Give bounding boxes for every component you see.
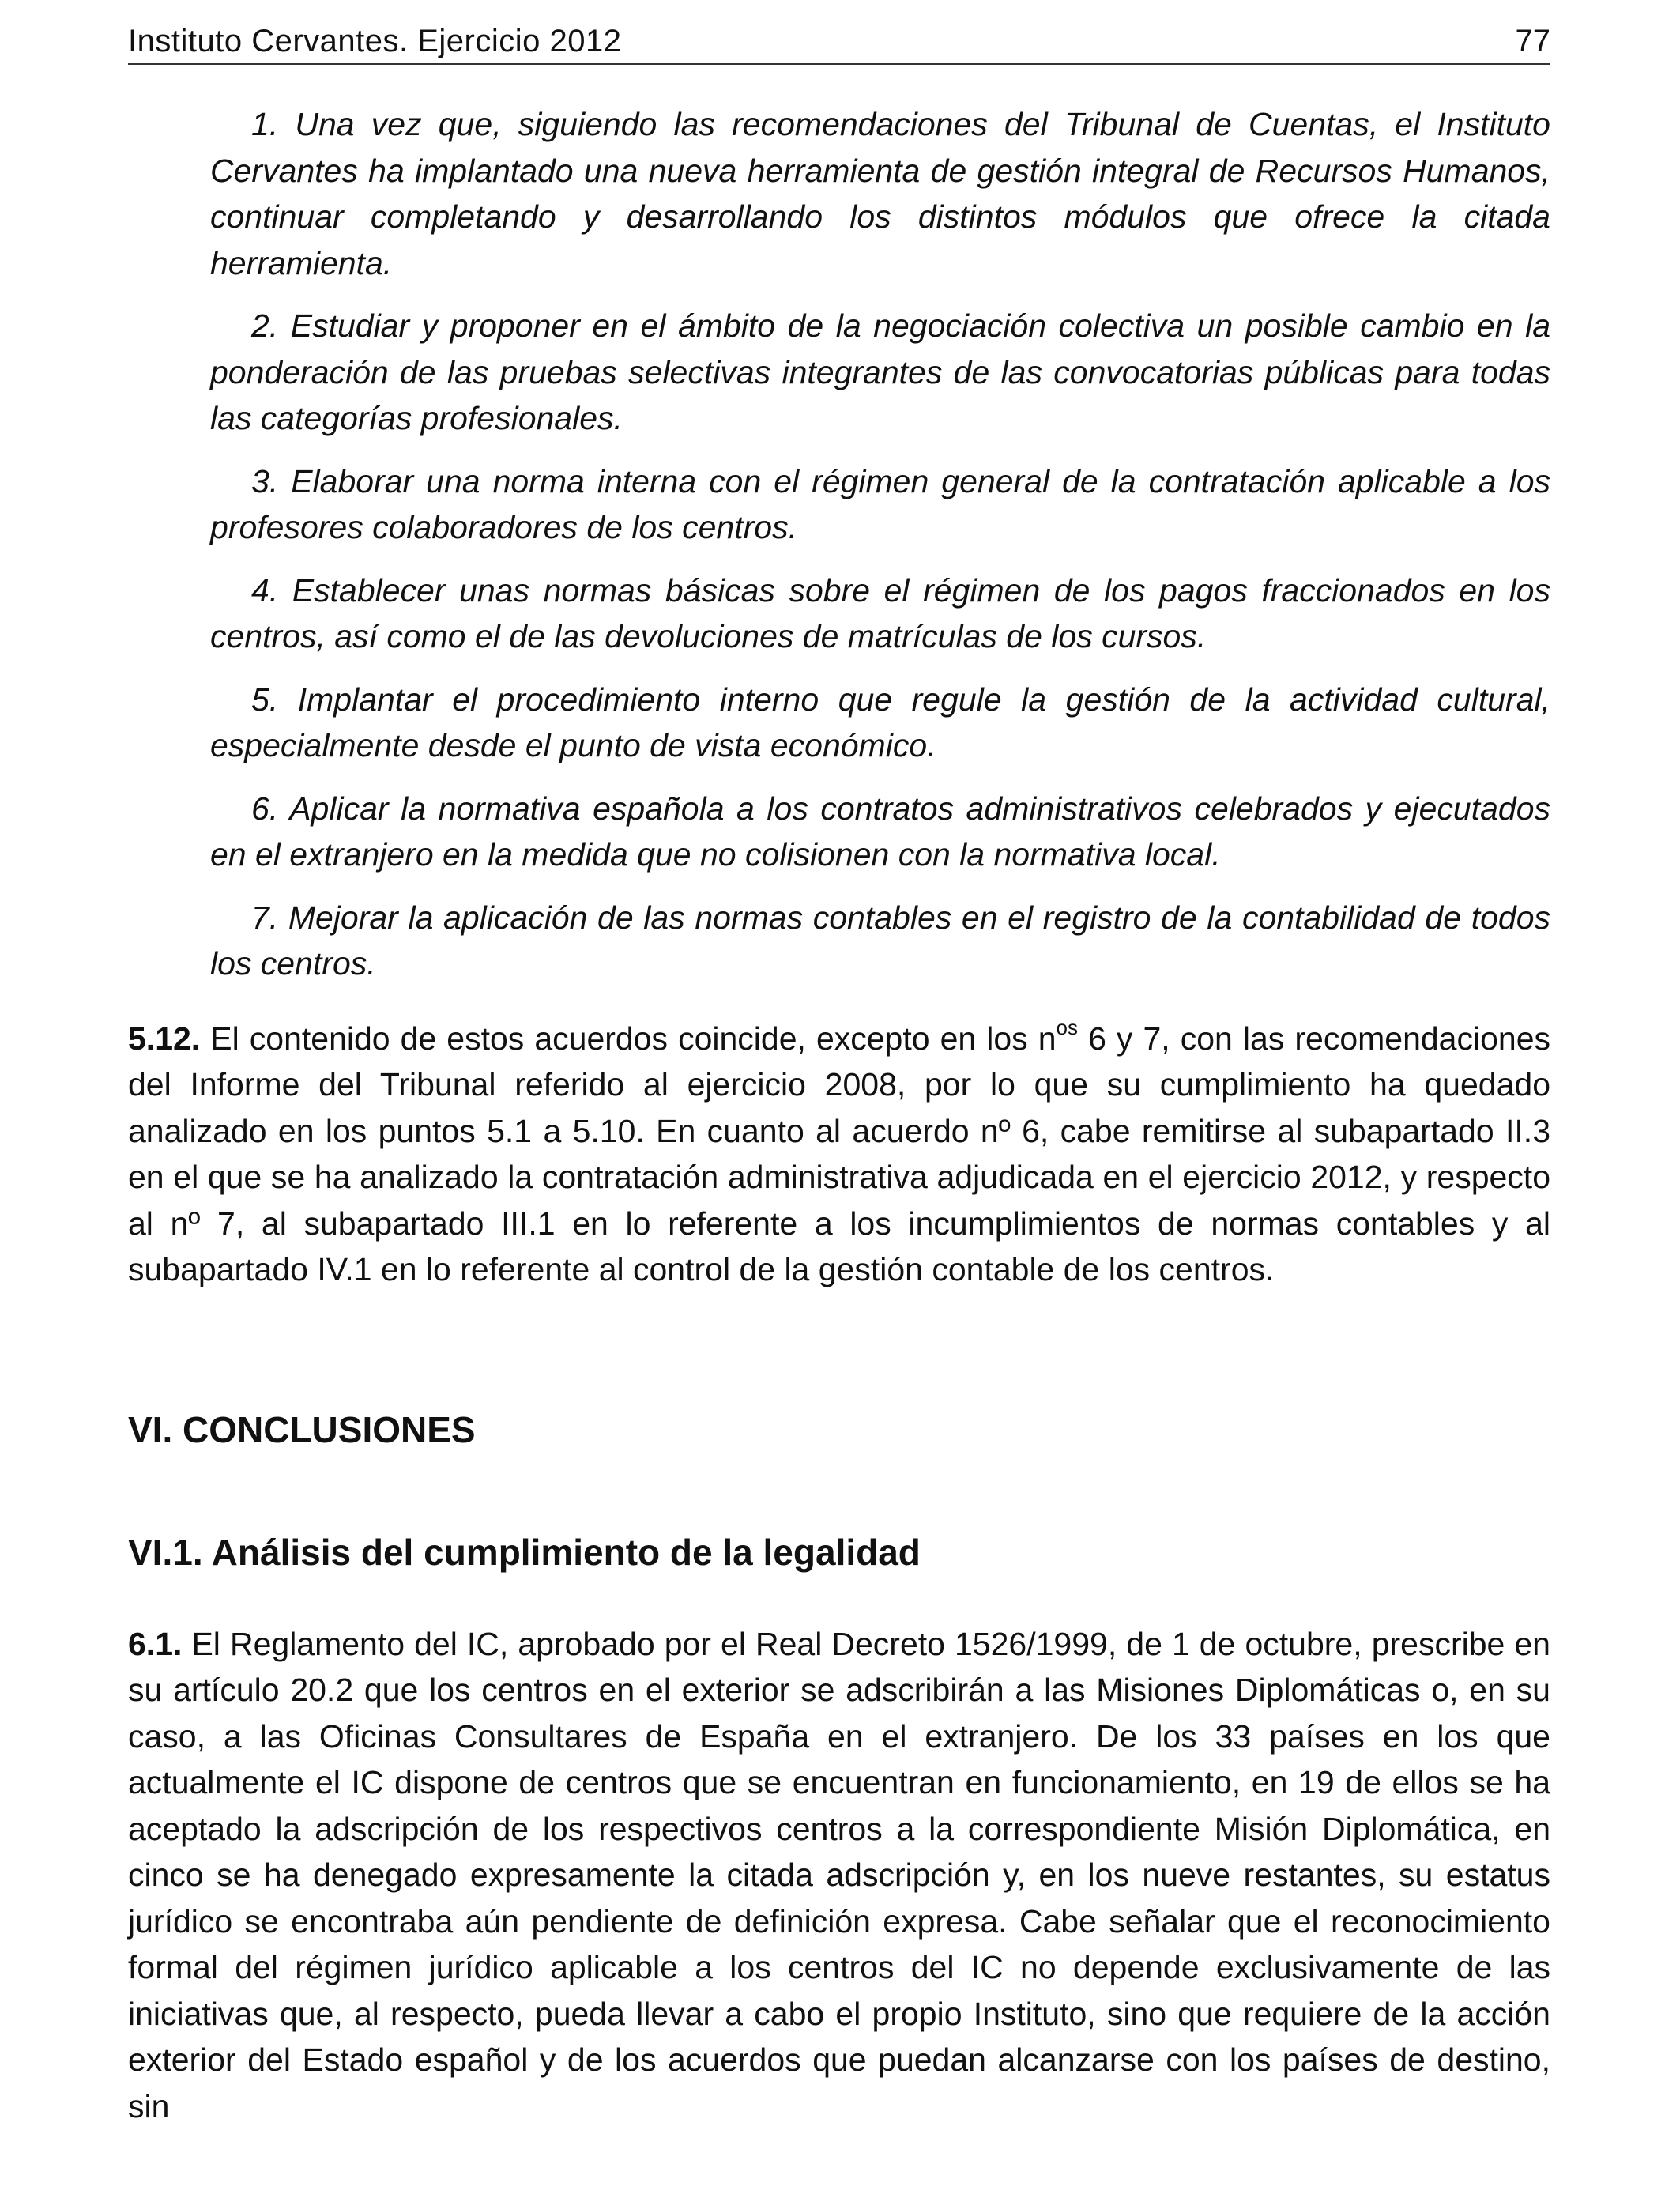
paragraph-text-continued: 6 y 7, con las recomendaciones del Informe del Tribunal referido al ejercicio 2008, por lo que su cumplimiento ha quedado analizado en los puntos 5.1 a 5.10. En cuanto al acuerdo nº 6, cabe remitirse al subapartado II.3 en el que se ha analizado la contratación administrativa adjudicada en el ejercicio 2012, y respecto al nº 7, al subapartado III.1 en lo referente a los incumplimientos de normas contables y al subapartado IV.1 en lo referente al control de la gestión contable de los centros. xyxy=(128,1020,1550,1287)
paragraph-6-1 xyxy=(128,1621,1550,2130)
header-title: Instituto Cervantes. Ejercicio 2012 xyxy=(128,24,622,58)
subsection-heading: VI.1. Análisis del cumplimiento de la legalidad xyxy=(128,1531,921,1573)
paragraph-number: 5.12. xyxy=(128,1020,201,1057)
paragraph-5-12 xyxy=(128,1016,1550,1293)
recommendation-item: 3. Elaborar una norma interna con el régimen general de la contratación aplicable a los profesores colaboradores de los centros. xyxy=(210,462,1550,545)
paragraph-text: El contenido de estos acuerdos coincide, excepto en los n xyxy=(200,1020,1057,1057)
paragraph-number: 6.1. xyxy=(128,1625,183,1662)
paragraph-text: El Reglamento del IC, aprobado por el Real Decreto 1526/1999, de 1 de octubre, prescribe en su artículo 20.2 que los centros en el exterior se adscribirán a las Misiones Diplomáticas o, en su caso, a las Oficinas Consultares de España en el extranjero. De los 33 países en los que actualmente el IC dispone de centros que se encuentran en funcionamiento, en 19 de ellos se ha aceptado la adscripción de los respectivos centros a la correspondiente Misión Diplomática, en cinco se ha denegado expresamente la citada adscripción y, en los nueve restantes, su estatus jurídico se encontraba aún pendiente de definición expresa. Cabe señalar que el reconocimiento formal del régimen jurídico aplicable a los centros del IC no depende exclusivamente de las iniciativas que, al respecto, pueda llevar a cabo el propio Instituto, sino que requiere de la acción exterior del Estado español y de los acuerdos que puedan alcanzarse con los países de destino, sin xyxy=(128,1625,1550,2124)
recommendations-list xyxy=(210,101,1550,987)
page-body xyxy=(128,101,1550,2129)
recommendation-item: 2. Estudiar y proponer en el ámbito de la negociación colectiva un posible cambio en la ponderación de las pruebas selectivas integrantes de las convocatorias públicas para todas las categorías profesionales. xyxy=(210,307,1550,436)
superscript: os xyxy=(1056,1015,1079,1039)
page-number: 77 xyxy=(1515,24,1550,58)
section-heading: VI. CONCLUSIONES xyxy=(128,1408,476,1450)
recommendation-item: 5. Implantar el procedimiento interno que regule la gestión de la actividad cultural, especialmente desde el punto de vista económico. xyxy=(210,680,1550,763)
page-header xyxy=(128,19,1550,65)
recommendation-item: 4. Establecer unas normas básicas sobre el régimen de los pagos fraccionados en los centros, así como el de las devoluciones de matrículas de los cursos. xyxy=(210,571,1550,654)
recommendation-item: 7. Mejorar la aplicación de las normas contables en el registro de la contabilidad de todos los centros. xyxy=(210,899,1550,982)
recommendation-item: 6. Aplicar la normativa española a los contratos administrativos celebrados y ejecutados en el extranjero en la medida que no colisionen con la normativa local. xyxy=(210,790,1550,873)
recommendation-item: 1. Una vez que, siguiendo las recomendaciones del Tribunal de Cuentas, el Instituto Cervantes ha implantado una nueva herramienta de gestión integral de Recursos Humanos, continuar completando y desarrollando los distintos módulos que ofrece la citada herramienta. xyxy=(210,106,1550,281)
